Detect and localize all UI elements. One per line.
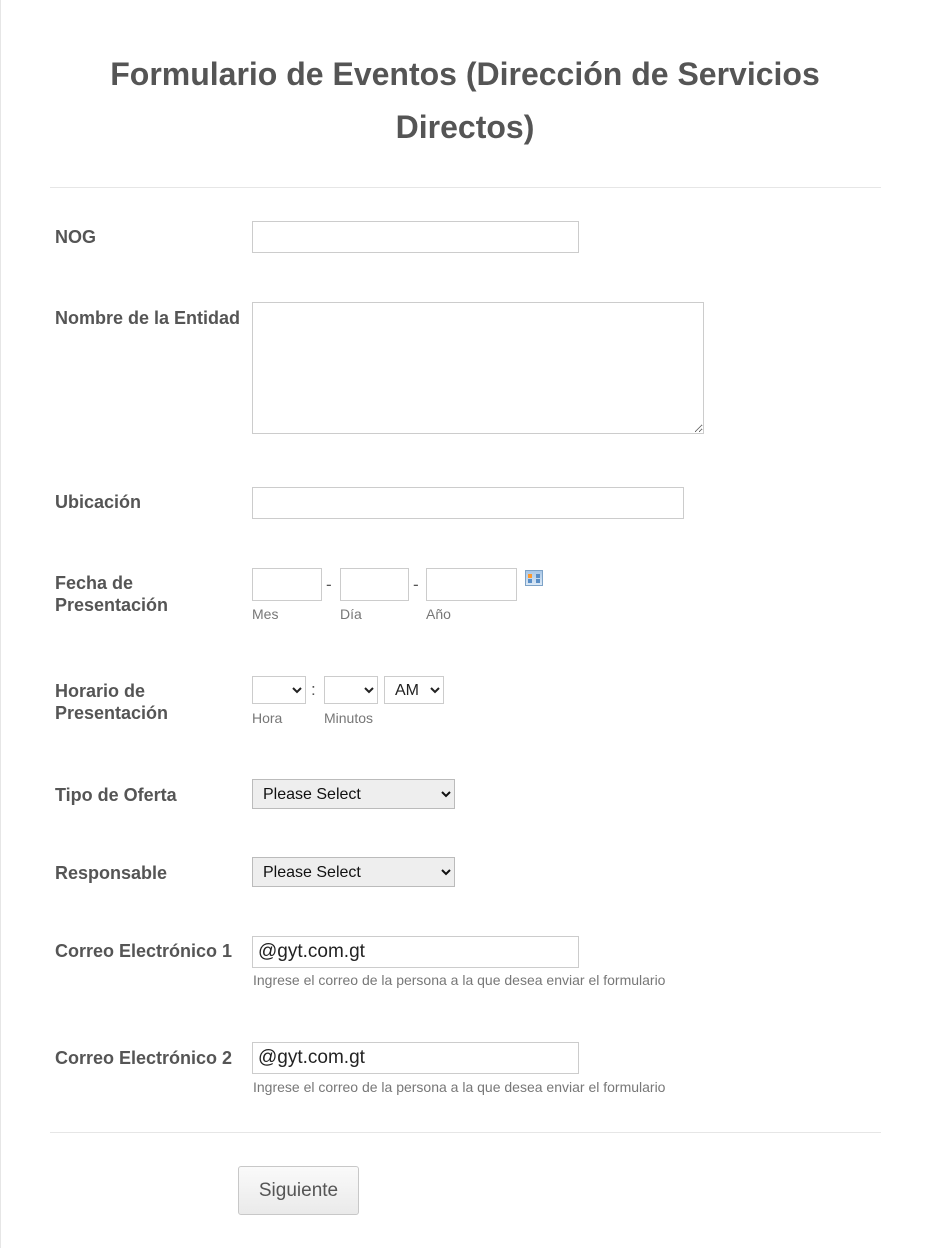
next-button[interactable]: Siguiente <box>238 1166 359 1215</box>
nog-label: NOG <box>55 227 97 247</box>
minutes-select[interactable] <box>324 676 378 704</box>
location-input[interactable] <box>252 487 684 519</box>
responsible-label: Responsable <box>55 863 168 883</box>
date-month-input[interactable] <box>252 568 322 601</box>
day-sublabel: Día <box>340 606 362 622</box>
presentation-date-label: Fecha de Presentación <box>55 573 169 615</box>
offer-type-select[interactable] <box>252 779 455 809</box>
email1-input[interactable] <box>252 936 579 968</box>
calendar-icon[interactable] <box>525 570 543 586</box>
responsible-select[interactable] <box>252 857 455 887</box>
form-title: Formulario de Eventos (Dirección de Servicios Directos) <box>110 56 820 145</box>
email2-label: Correo Electrónico 2 <box>55 1048 233 1068</box>
ampm-select[interactable] <box>384 676 444 704</box>
email2-input[interactable] <box>252 1042 579 1074</box>
presentation-time-label: Horario de Presentación <box>55 681 169 723</box>
hour-select[interactable] <box>252 676 306 704</box>
date-year-input[interactable] <box>426 568 517 601</box>
entity-name-textarea[interactable] <box>252 302 704 434</box>
location-label: Ubicación <box>55 492 142 512</box>
footer-divider <box>50 1132 881 1133</box>
date-separator: - <box>326 575 332 594</box>
email2-hint: Ingrese el correo de la persona a la que desea enviar el formulario <box>253 1079 666 1095</box>
email1-label: Correo Electrónico 1 <box>55 941 233 961</box>
date-separator: - <box>413 575 419 594</box>
entity-name-label: Nombre de la Entidad <box>55 308 241 328</box>
date-day-input[interactable] <box>340 568 409 601</box>
hour-sublabel: Hora <box>252 710 283 726</box>
offer-type-label: Tipo de Oferta <box>55 785 177 805</box>
header-divider <box>50 187 881 188</box>
month-sublabel: Mes <box>252 606 279 622</box>
time-separator: : <box>311 680 316 699</box>
minutes-sublabel: Minutos <box>324 710 374 726</box>
nog-input[interactable] <box>252 221 579 253</box>
year-sublabel: Año <box>426 606 451 622</box>
email1-hint: Ingrese el correo de la persona a la que desea enviar el formulario <box>253 972 666 988</box>
